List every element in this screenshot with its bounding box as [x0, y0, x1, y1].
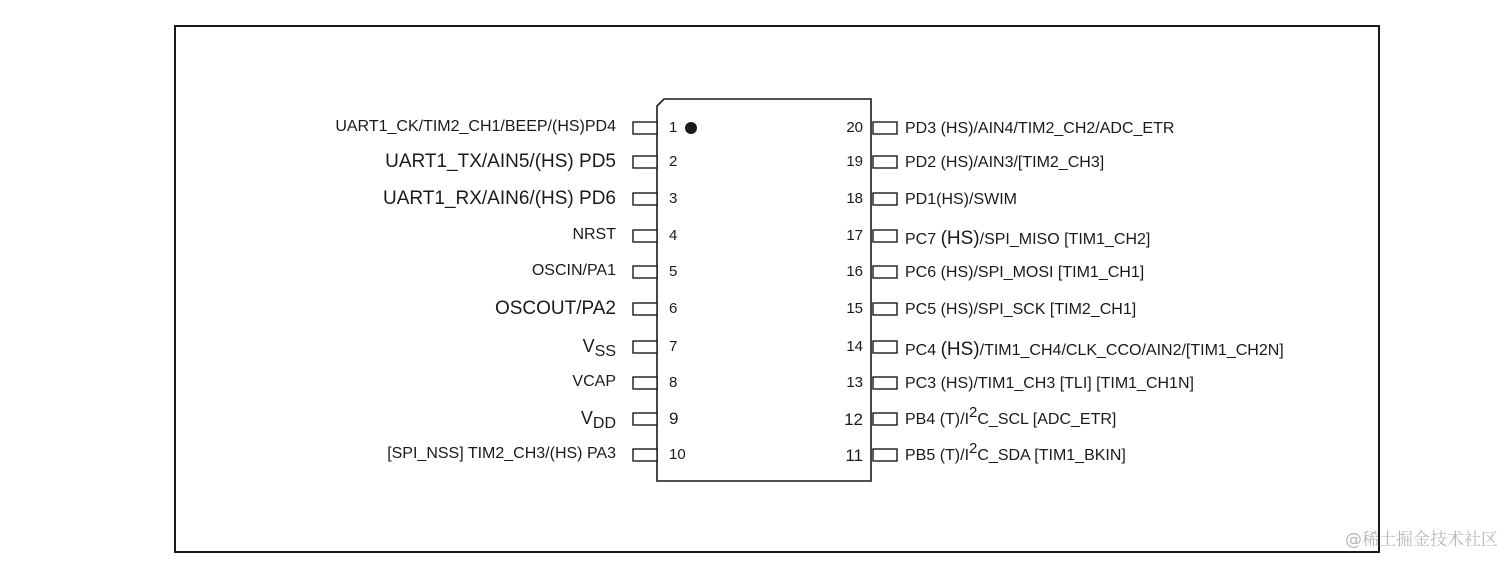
pin-14-label: PC4 (HS)/TIM1_CH4/CLK_CCO/AIN2/[TIM1_CH2N]: [905, 339, 1284, 360]
pin-number: 18: [846, 190, 863, 207]
pin-19-lead: [873, 156, 897, 168]
pin-number: 17: [846, 227, 863, 244]
pin-8-label: VCAP: [572, 373, 616, 390]
pin-4-label: NRST: [572, 226, 616, 243]
pin-7-label: VSS: [582, 336, 616, 360]
pin-5-label: OSCIN/PA1: [531, 262, 616, 279]
pin-16-lead: [873, 266, 897, 278]
pin-number: 1: [669, 119, 678, 136]
pin-number: 20: [846, 119, 863, 136]
pin-6-lead: [633, 303, 657, 315]
pin-9-lead: [633, 413, 657, 425]
pin-15-lead: [873, 303, 897, 315]
pin1-marker: [685, 122, 697, 134]
pin-number: 10: [669, 446, 686, 463]
pin-14-lead: [873, 341, 897, 353]
pin-20-lead: [873, 122, 897, 134]
pin-number: 6: [669, 300, 678, 317]
pin-5-lead: [633, 266, 657, 278]
pin-19-label: PD2 (HS)/AIN3/[TIM2_CH3]: [905, 154, 1105, 171]
pin-8-lead: [633, 377, 657, 389]
chip-body: [657, 99, 871, 481]
pin-number: 8: [669, 374, 678, 391]
pin-number: 14: [846, 338, 863, 355]
pin-12-lead: [873, 413, 897, 425]
pin-11-lead: [873, 449, 897, 461]
pin-number: 13: [846, 374, 863, 391]
pin-3-label: UART1_RX/AIN6/(HS) PD6: [383, 187, 616, 209]
pin-4-lead: [633, 230, 657, 242]
pin-1-lead: [633, 122, 657, 134]
pin-13-label: PC3 (HS)/TIM1_CH3 [TLI] [TIM1_CH1N]: [905, 375, 1194, 392]
pin-15-label: PC5 (HS)/SPI_SCK [TIM2_CH1]: [905, 301, 1137, 318]
pin-17-lead: [873, 230, 897, 242]
pin-number: 3: [669, 190, 678, 207]
pin-10-label: [SPI_NSS] TIM2_CH3/(HS) PA3: [387, 445, 616, 462]
pin-number: 5: [669, 263, 678, 280]
pin-20-label: PD3 (HS)/AIN4/TIM2_CH2/ADC_ETR: [905, 120, 1175, 137]
pin-6-label: OSCOUT/PA2: [494, 297, 616, 319]
pin-12-label: PB4 (T)/I2C_SCL [ADC_ETR]: [905, 404, 1117, 428]
pin-number: 7: [669, 338, 678, 355]
pin-11-label: PB5 (T)/I2C_SDA [TIM1_BKIN]: [905, 440, 1126, 464]
pin-number: 4: [669, 227, 678, 244]
pin-number: 16: [846, 263, 863, 280]
pin-3-lead: [633, 193, 657, 205]
pin-1-label: UART1_CK/TIM2_CH1/BEEP/(HS)PD4: [335, 118, 616, 135]
pin-16-label: PC6 (HS)/SPI_MOSI [TIM1_CH1]: [905, 264, 1145, 281]
pin-number: 2: [669, 153, 678, 170]
pin-17-label: PC7 (HS)/SPI_MISO [TIM1_CH2]: [905, 228, 1151, 249]
pin-number: 11: [845, 446, 863, 465]
pin-13-lead: [873, 377, 897, 389]
pin-2-lead: [633, 156, 657, 168]
pin-number: 9: [669, 409, 679, 428]
pin-10-lead: [633, 449, 657, 461]
pin-18-label: PD1(HS)/SWIM: [905, 191, 1017, 208]
pin-7-lead: [633, 341, 657, 353]
pin-2-label: UART1_TX/AIN5/(HS) PD5: [385, 150, 616, 172]
pin-18-lead: [873, 193, 897, 205]
pin-number: 12: [844, 410, 863, 429]
pin-number: 15: [846, 300, 863, 317]
watermark: @稀土掘金技术社区: [1345, 530, 1498, 550]
pin-9-label: VDD: [580, 408, 616, 432]
pin-number: 19: [846, 153, 863, 170]
